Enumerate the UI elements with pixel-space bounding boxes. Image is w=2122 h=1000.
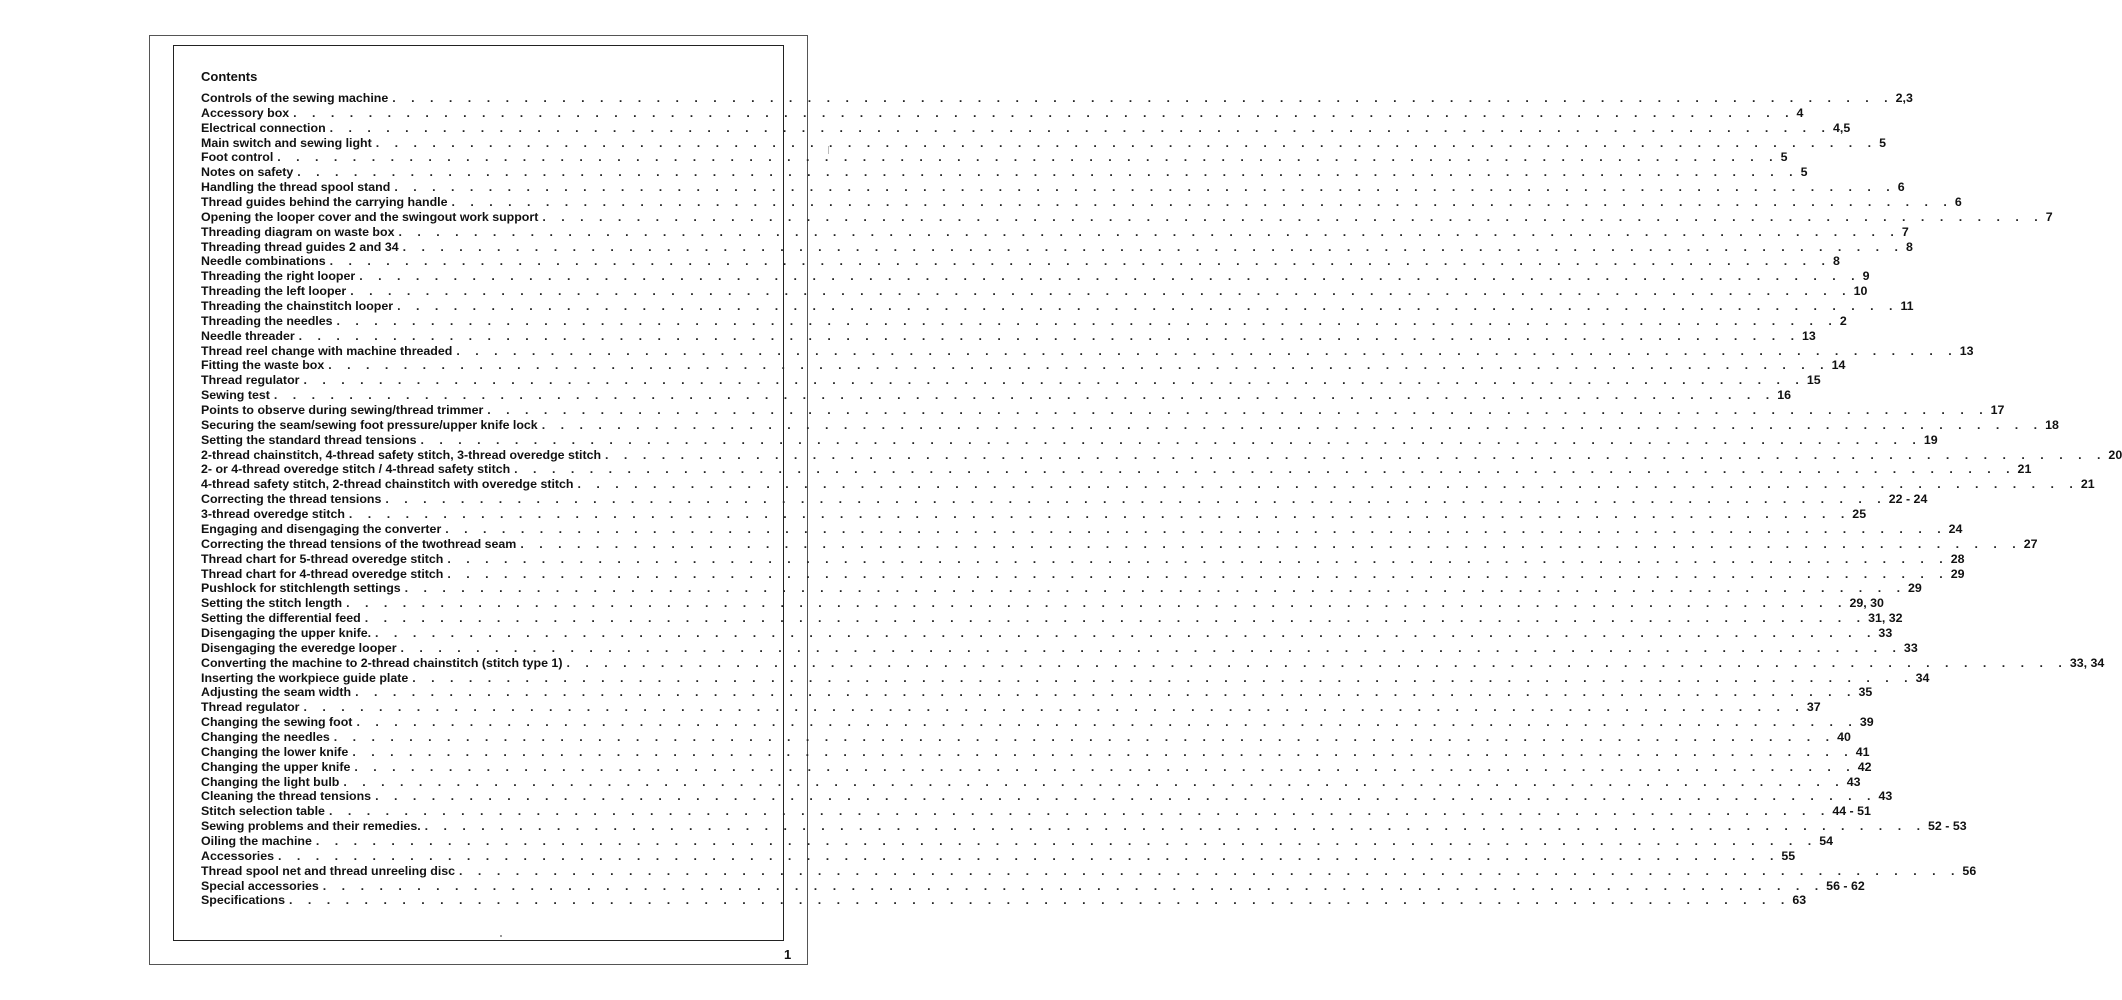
toc-entry-page: 25 [1852,507,1867,522]
dot-leader: . . . . . . . . . . . . . . . . . . . . . . . . . . . . . . . . . . . . . . . . . . . . . . . . . . . . . . . . . . . . . . . . . . . . . . . . . . . . . . . . [375,789,1877,804]
dot-leader: . . . . . . . . . . . . . . . . . . . . . . . . . . . . . . . . . . . . . . . . . . . . . . . . . . . . . . . . . . . . . . . . . . . . . . . . . . . . . . . . [278,848,1780,863]
toc-entry-label: Threading the left looper [201,284,347,299]
dot-leader: . . . . . . . . . . . . . . . . . . . . . . . . . . . . . . . . . . . . . . . . . . . . . . . . . . . . . . . . . . . . . . . . . . . . . . . . . . . . . . . . [293,105,1795,120]
toc-entry [201,492,1928,507]
toc-entry-page: 41 [1855,744,1870,759]
dot-leader: . . . . . . . . . . . . . . . . . . . . . . . . . . . . . . . . . . . . . . . . . . . . . . . . . . . . . . . . . . . . . . . . . . . . . . . . . . . . . . . . [277,150,1779,165]
toc-entry [201,91,1913,106]
toc-entry-label: Points to observe during sewing/thread trimmer [201,403,484,418]
dot-leader: . . . . . . . . . . . . . . . . . . . . . . . . . . . . . . . . . . . . . . . . . . . . . . . . . . . . . . . . . . . . . . . . . . . . . . . . . . . . . . . . [392,91,1894,105]
dot-leader: . . . . . . . . . . . . . . . . . . . . . . . . . . . . . . . . . . . . . . . . . . . . . . . . . . . . . . . . . . . . . . . . . . . . . . . . . . . . . . . . [355,685,1857,700]
toc-entry-page: 15 [1806,373,1821,388]
toc-entry-label: Setting the standard thread tensions [201,432,417,447]
dot-leader: . . . . . . . . . . . . . . . . . . . . . . . . . . . . . . . . . . . . . . . . . . . . . . . . . . . . . . . . . . . . . . . . . . . . . . . . . . . . . . . . [354,759,1856,774]
dot-leader: . . . . . . . . . . . . . . . . . . . . . . . . . . . . . . . . . . . . . . . . . . . . . . . . . . . . . . . . . . . . . . . . . . . . . . . . . . . . . . . . [424,819,1927,834]
toc-entry-page: 44 - 51 [1832,804,1871,819]
toc-entry [201,848,1796,864]
toc-entry [201,521,1963,537]
toc-entry-label: 4-thread safety stitch, 2-thread chainstitch with overedge stitch [201,477,574,492]
toc-entry [201,120,1851,136]
toc-entry [201,536,2038,552]
toc-entry-page: 56 - 62 [1826,878,1865,893]
toc-entry-page: 7 [2045,209,2053,224]
toc-entry-label: Changing the light bulb [201,774,340,789]
toc-entry [201,670,1930,686]
dot-leader: . . . . . . . . . . . . . . . . . . . . . . . . . . . . . . . . . . . . . . . . . . . . . . . . . . . . . . . . . . . . . . . . . . . . . . . . . . . . . . . . [514,462,2016,477]
dot-leader: . . . . . . . . . . . . . . . . . . . . . . . . . . . . . . . . . . . . . . . . . . . . . . . . . . . . . . . . . . . . . . . . . . . . . . . . . . . . . . . . [333,729,1836,744]
dot-leader: . . . . . . . . . . . . . . . . . . . . . . . . . . . . . . . . . . . . . . . . . . . . . . . . . . . . . . . . . . . . . . . . . . . . . . . . . . . . . . . . [328,358,1830,373]
toc-entry-label: Opening the looper cover and the swingout work support [201,209,539,224]
toc-entry-label: 3-thread overedge stitch [201,507,345,522]
dot-leader: . . . . . . . . . . . . . . . . . . . . . . . . . . . . . . . . . . . . . . . . . . . . . . . . . . . . . . . . . . . . . . . . . . . . . . . . . . . . . . . . [328,804,1831,819]
toc-entry-label: Foot control [201,150,274,165]
toc-entry-label: Notes on safety [201,165,294,180]
dot-leader: . . . . . . . . . . . . . . . . . . . . . . . . . . . . . . . . . . . . . . . . . . . . . . . . . . . . . . . . . . . . . . . . . . . . . . . . . . . . . . . . [346,596,1848,611]
dot-leader: . . . . . . . . . . . . . . . . . . . . . . . . . . . . . . . . . . . . . . . . . . . . . . . . . . . . . . . . . . . . . . . . . . . . . . . . . . . . . . . . [456,343,1958,358]
dot-leader: . . . . . . . . . . . . . . . . . . . . . . . . . . . . . . . . . . . . . . . . . . . . . . . . . . . . . . . . . . . . . . . . . . . . . . . . . . . . . . . . [343,774,1845,789]
dot-leader: . . . . . . . . . . . . . . . . . . . . . . . . . . . . . . . . . . . . . . . . . . . . . . . . . . . . . . . . . . . . . . . . . . . . . . . . . . . . . . . . [375,135,1878,150]
toc-entry-page: 16 [1777,388,1792,403]
toc-entry-page: 43 [1846,774,1861,789]
toc-entry-label: Needle combinations [201,254,326,269]
toc-entry [201,403,2005,418]
toc-entry-label: Thread chart for 5-thread overedge stitch [201,551,444,566]
toc-entry [201,313,1847,329]
toc-entry-page: 9 [1862,269,1870,284]
toc-entry-label: Special accessories [201,878,319,893]
toc-entry-label: Thread regulator [201,700,300,715]
toc-entry-label: Thread guides behind the carrying handle [201,195,448,210]
toc-entry-page: 2 [1839,313,1847,328]
toc-entry [201,774,1861,790]
toc-entry-page: 37 [1806,700,1821,715]
toc-entry-label: Accessory box [201,105,290,120]
toc-entry-label: Changing the sewing foot [201,715,353,730]
dot-leader: . . . . . . . . . . . . . . . . . . . . . . . . . . . . . . . . . . . . . . . . . . . . . . . . . . . . . . . . . . . . . . . . . . . . . . . . . . . . . . . . [447,551,1949,566]
toc-entry-page: 6 [1954,195,1962,210]
toc-entry-page: 17 [1990,403,2005,418]
dot-leader: . . . . . . . . . . . . . . . . . . . . . . . . . . . . . . . . . . . . . . . . . . . . . . . . . . . . . . . . . . . . . . . . . . . . . . . . . . . . . . . . [487,403,1989,418]
toc-entry-label: Oiling the machine [201,833,312,848]
toc-entry [201,224,1909,240]
toc-entry [201,432,1938,448]
toc-entry-page: 29 [1950,566,1965,581]
dot-leader: . . . . . . . . . . . . . . . . . . . . . . . . . . . . . . . . . . . . . . . . . . . . . . . . . . . . . . . . . . . . . . . . . . . . . . . . . . . . . . . . [289,893,1791,908]
dot-leader: . . . . . . . . . . . . . . . . . . . . . . . . . . . . . . . . . . . . . . . . . . . . . . . . . . . . . . . . . . . . . . . . . . . . . . . . . . . . . . . . [356,715,1858,730]
toc-entry [201,551,1965,567]
dot-leader: . . . . . . . . . . . . . . . . . . . . . . . . . . . . . . . . . . . . . . . . . . . . . . . . . . . . . . . . . . . . . . . . . . . . . . . . . . . . . . . . [398,224,1900,239]
dot-leader: . . . . . . . . . . . . . . . . . . . . . . . . . . . . . . . . . . . . . . . . . . . . . . . . . . . . . . . . . . . . . . . . . . . . . . . . . . . . . . . . [605,447,2107,462]
center-dot [500,935,502,937]
dot-leader: . . . . . . . . . . . . . . . . . . . . . . . . . . . . . . . . . . . . . . . . . . . . . . . . . . . . . . . . . . . . . . . . . . . . . . . . . . . . . . . . [459,863,1961,878]
dot-leader: . . . . . . . . . . . . . . . . . . . . . . . . . . . . . . . . . . . . . . . . . . . . . . . . . . . . . . . . . . . . . . . . . . . . . . . . . . . . . . . . [404,581,1907,596]
dot-leader: . . . . . . . . . . . . . . . . . . . . . . . . . . . . . . . . . . . . . . . . . . . . . . . . . . . . . . . . . . . . . . . . . . . . . . . . . . . . . . . . [520,536,2022,551]
toc-entry-page: 11 [1900,299,1914,314]
toc-entry [201,611,1903,626]
toc-entry-page: 10 [1853,284,1868,299]
dot-leader: . . . . . . . . . . . . . . . . . . . . . . . . . . . . . . . . . . . . . . . . . . . . . . . . . . . . . . . . . . . . . . . . . . . . . . . . . . . . . . . . [303,700,1805,715]
toc-entry-label: Correcting the thread tensions of the twothread seam [201,536,517,551]
toc-entry [201,105,1804,121]
toc-entry-label: Cleaning the thread tensions [201,789,372,804]
toc-entry [201,284,1868,299]
toc-entry-page: 18 [2045,417,2059,432]
toc-entry-label: 2-thread chainstitch, 4-thread safety stitch, 3-thread overedge stitch [201,447,602,462]
toc-entry-label: Accessories [201,848,275,863]
toc-entry-label: Pushlock for stitchlength settings [201,581,401,596]
toc-entry-label: Handling the thread spool stand [201,180,391,195]
toc-entry [201,269,1870,284]
toc-entry-page: 13 [1959,343,1974,358]
dot-leader: . . . . . . . . . . . . . . . . . . . . . . . . . . . . . . . . . . . . . . . . . . . . . . . . . . . . . . . . . . . . . . . . . . . . . . . . . . . . . . . . [397,299,1899,314]
toc-entry-label: Sewing test [201,388,270,403]
toc-entry-label: Stitch selection table [201,804,325,819]
toc-entry-label: Adjusting the seam width [201,685,352,700]
toc-entry-page: 6 [1897,180,1905,195]
toc-entry-label: Securing the seam/sewing foot pressure/upper knife lock [201,417,538,432]
toc-entry-label: Threading the needles [201,313,333,328]
toc-entry-page: 4 [1796,105,1804,120]
toc-entry-label: Thread spool net and thread unreeling disc [201,863,456,878]
toc-entry-page: 27 [2023,536,2038,551]
toc-entry-page: 14 [1831,358,1846,373]
toc-entry-page: 2,3 [1895,91,1913,105]
toc-entry [201,581,1922,596]
toc-entry-page: 55 [1781,848,1796,863]
contents-title: Contents [201,69,258,84]
dot-leader: . . . . . . . . . . . . . . . . . . . . . . . . . . . . . . . . . . . . . . . . . . . . . . . . . . . . . . . . . . . . . . . . . . . . . . . . . . . . . . . . [577,477,2079,492]
toc-entry [201,596,1884,611]
toc-entry-label: Fitting the waste box [201,358,325,373]
toc-entry-page: 21 [2017,462,2032,477]
toc-entry-page: 63 [1792,893,1807,908]
toc-entry [201,507,1867,522]
toc-entry-label: Thread reel change with machine threaded [201,343,453,358]
toc-entry-label: Changing the upper knife [201,759,351,774]
dot-leader: . . . . . . . . . . . . . . . . . . . . . . . . . . . . . . . . . . . . . . . . . . . . . . . . . . . . . . . . . . . . . . . . . . . . . . . . . . . . . . . . [385,492,1887,507]
toc-entry [201,863,1977,879]
dot-leader: . . . . . . . . . . . . . . . . . . . . . . . . . . . . . . . . . . . . . . . . . . . . . . . . . . . . . . . . . . . . . . . . . . . . . . . . . . . . . . . . [451,195,1953,210]
toc-entry [201,209,2053,225]
toc-entry [201,759,1872,775]
dot-leader: . . . . . . . . . . . . . . . . . . . . . . . . . . . . . . . . . . . . . . . . . . . . . . . . . . . . . . . . . . . . . . . . . . . . . . . . . . . . . . . . [447,566,1949,581]
toc-entry-label: Threading the chainstitch looper [201,299,394,314]
toc-entry-page: 8 [1833,254,1840,269]
toc-entry-page: 31, 32 [1868,611,1903,626]
toc-entry [201,700,1821,715]
dot-leader: . . . . . . . . . . . . . . . . . . . . . . . . . . . . . . . . . . . . . . . . . . . . . . . . . . . . . . . . . . . . . . . . . . . . . . . . . . . . . . . . [364,611,1867,626]
toc-entry [201,477,2095,492]
dot-leader: . . . . . . . . . . . . . . . . . . . . . . . . . . . . . . . . . . . . . . . . . . . . . . . . . . . . . . . . . . . . . . . . . . . . . . . . . . . . . . . . [352,744,1854,759]
toc-entry-page: 22 - 24 [1888,492,1928,507]
toc-entry-page: 20 [2108,447,2122,462]
toc-entry-page: 24 [1948,521,1963,536]
toc-entry [201,819,1967,834]
toc-entry [201,744,1870,760]
toc-entry-page: 54 [1819,833,1834,848]
toc-entry-label: Threading the right looper [201,269,356,284]
toc-entry [201,180,1905,195]
dot-leader: . . . . . . . . . . . . . . . . . . . . . . . . . . . . . . . . . . . . . . . . . . . . . . . . . . . . . . . . . . . . . . . . . . . . . . . . . . . . . . . . [322,878,1825,893]
dot-leader: . . . . . . . . . . . . . . . . . . . . . . . . . . . . . . . . . . . . . . . . . . . . . . . . . . . . . . . . . . . . . . . . . . . . . . . . . . . . . . . . [420,432,1922,447]
toc-entry-label: Thread chart for 4-thread overedge stitch [201,566,444,581]
toc-entry-label: Main switch and sewing light [201,135,372,150]
toc-entry-page: 21 [2080,477,2095,492]
dot-leader: . . . . . . . . . . . . . . . . . . . . . . . . . . . . . . . . . . . . . . . . . . . . . . . . . . . . . . . . . . . . . . . . . . . . . . . . . . . . . . . . [566,655,2068,670]
toc-entry-page: 28 [1950,551,1965,566]
dot-leader: . . . . . . . . . . . . . . . . . . . . . . . . . . . . . . . . . . . . . . . . . . . . . . . . . . . . . . . . . . . . . . . . . . . . . . . . . . . . . . . . [350,284,1852,299]
toc-entry-label: Disengaging the upper knife. [201,625,372,640]
toc-entry-label: Needle threader [201,328,295,343]
toc-entry [201,358,1846,373]
dot-leader: . . . . . . . . . . . . . . . . . . . . . . . . . . . . . . . . . . . . . . . . . . . . . . . . . . . . . . . . . . . . . . . . . . . . . . . . . . . . . . . . [336,313,1838,328]
contents-list [201,91,2122,908]
toc-entry [201,878,1865,894]
toc-entry-label: Specifications [201,893,286,908]
toc-entry [201,254,1840,269]
toc-entry [201,195,1962,210]
toc-entry-label: Setting the differential feed [201,611,361,626]
toc-entry-page: 33 [1903,640,1918,655]
toc-entry-label: Thread regulator [201,373,300,388]
toc-entry-page: 29, 30 [1849,596,1884,611]
toc-entry-page: 5 [1780,150,1788,165]
dot-leader: . . . . . . . . . . . . . . . . . . . . . . . . . . . . . . . . . . . . . . . . . . . . . . . . . . . . . . . . . . . . . . . . . . . . . . . . . . . . . . . . [400,640,1902,655]
toc-entry-page: 29 [1908,581,1922,596]
toc-entry [201,804,1871,819]
toc-entry-label: Changing the needles [201,729,330,744]
dot-leader: . . . . . . . . . . . . . . . . . . . . . . . . . . . . . . . . . . . . . . . . . . . . . . . . . . . . . . . . . . . . . . . . . . . . . . . . . . . . . . . . [402,239,1904,254]
toc-entry-page: 39 [1859,715,1874,730]
toc-entry-label: Sewing problems and their remedies. [201,819,421,834]
toc-entry-label: Threading diagram on waste box [201,224,395,239]
toc-entry-label: Inserting the workpiece guide plate [201,670,409,685]
dot-leader: . . . . . . . . . . . . . . . . . . . . . . . . . . . . . . . . . . . . . . . . . . . . . . . . . . . . . . . . . . . . . . . . . . . . . . . . . . . . . . . . [273,388,1776,403]
toc-entry [201,640,1918,656]
toc-entry-label: Changing the lower knife [201,744,349,759]
toc-entry [201,165,1808,180]
toc-entry-page: 8 [1905,239,1913,254]
toc-entry [201,239,1913,255]
toc-entry-page: 56 [1962,863,1977,878]
toc-entry-page: 42 [1857,759,1872,774]
toc-entry [201,625,1893,641]
toc-entry [201,833,1834,849]
toc-entry [201,135,1887,151]
toc-entry-label: Controls of the sewing machine [201,91,389,105]
toc-entry [201,729,1851,745]
toc-entry [201,715,1874,730]
toc-entry-label: Setting the stitch length [201,596,343,611]
toc-entry [201,685,1873,700]
dot-leader: . . . . . . . . . . . . . . . . . . . . . . . . . . . . . . . . . . . . . . . . . . . . . . . . . . . . . . . . . . . . . . . . . . . . . . . . . . . . . . . . [412,670,1914,685]
toc-entry-page: 43 [1878,789,1893,804]
toc-entry-label: Disengaging the everedge looper [201,640,397,655]
toc-entry [201,373,1821,388]
toc-entry [201,462,2032,477]
dot-leader: . . . . . . . . . . . . . . . . . . . . . . . . . . . . . . . . . . . . . . . . . . . . . . . . . . . . . . . . . . . . . . . . . . . . . . . . . . . . . . . . [394,180,1896,195]
toc-entry [201,328,1816,344]
toc-entry-label: Electrical connection [201,120,326,135]
toc-entry-page: 13 [1802,328,1816,343]
toc-entry-label: Engaging and disengaging the converter [201,521,442,536]
toc-entry [201,789,1893,804]
toc-entry-page: 5 [1879,135,1887,150]
toc-entry-page: 35 [1858,685,1873,700]
dot-leader: . . . . . . . . . . . . . . . . . . . . . . . . . . . . . . . . . . . . . . . . . . . . . . . . . . . . . . . . . . . . . . . . . . . . . . . . . . . . . . . . [315,833,1818,848]
dot-leader: . . . . . . . . . . . . . . . . . . . . . . . . . . . . . . . . . . . . . . . . . . . . . . . . . . . . . . . . . . . . . . . . . . . . . . . . . . . . . . . . [541,417,2044,432]
toc-entry [201,566,1965,582]
toc-entry-page: 40 [1837,729,1851,744]
toc-entry [201,299,1914,314]
dot-leader: . . . . . . . . . . . . . . . . . . . . . . . . . . . . . . . . . . . . . . . . . . . . . . . . . . . . . . . . . . . . . . . . . . . . . . . . . . . . . . . . [359,269,1861,284]
dot-leader: . . . . . . . . . . . . . . . . . . . . . . . . . . . . . . . . . . . . . . . . . . . . . . . . . . . . . . . . . . . . . . . . . . . . . . . . . . . . . . . . [445,521,1947,536]
toc-entry [201,150,1788,165]
toc-entry [201,417,2059,433]
toc-entry-page: 4,5 [1833,120,1851,135]
dot-leader: . . . . . . . . . . . . . . . . . . . . . . . . . . . . . . . . . . . . . . . . . . . . . . . . . . . . . . . . . . . . . . . . . . . . . . . . . . . . . . . . [329,254,1831,269]
toc-entry [201,343,1974,359]
toc-entry-page: 52 - 53 [1928,819,1967,834]
dot-leader: . . . . . . . . . . . . . . . . . . . . . . . . . . . . . . . . . . . . . . . . . . . . . . . . . . . . . . . . . . . . . . . . . . . . . . . . . . . . . . . . [375,625,1877,640]
toc-entry-page: 34 [1915,670,1930,685]
toc-entry-label: Threading thread guides 2 and 34 [201,239,399,254]
page-number: 1 [784,947,792,962]
toc-entry-page: 5 [1800,165,1808,180]
toc-entry-page: 33 [1878,625,1893,640]
dot-leader: . . . . . . . . . . . . . . . . . . . . . . . . . . . . . . . . . . . . . . . . . . . . . . . . . . . . . . . . . . . . . . . . . . . . . . . . . . . . . . . . [542,209,2044,224]
toc-entry-page: 19 [1923,432,1938,447]
dot-leader: . . . . . . . . . . . . . . . . . . . . . . . . . . . . . . . . . . . . . . . . . . . . . . . . . . . . . . . . . . . . . . . . . . . . . . . . . . . . . . . . [329,120,1832,135]
toc-entry [201,447,2122,463]
toc-entry-page: 33, 34 [2069,655,2105,670]
dot-leader: . . . . . . . . . . . . . . . . . . . . . . . . . . . . . . . . . . . . . . . . . . . . . . . . . . . . . . . . . . . . . . . . . . . . . . . . . . . . . . . . [298,328,1801,343]
dot-leader: . . . . . . . . . . . . . . . . . . . . . . . . . . . . . . . . . . . . . . . . . . . . . . . . . . . . . . . . . . . . . . . . . . . . . . . . . . . . . . . . [297,165,1799,180]
toc-entry-label: 2- or 4-thread overedge stitch / 4-thread safety stitch [201,462,511,477]
dot-leader: . . . . . . . . . . . . . . . . . . . . . . . . . . . . . . . . . . . . . . . . . . . . . . . . . . . . . . . . . . . . . . . . . . . . . . . . . . . . . . . . [348,507,1851,522]
toc-entry [201,388,1792,403]
toc-entry-label: Converting the machine to 2-thread chainstitch (stitch type 1) [201,655,563,670]
toc-entry [201,655,2105,671]
dot-leader: . . . . . . . . . . . . . . . . . . . . . . . . . . . . . . . . . . . . . . . . . . . . . . . . . . . . . . . . . . . . . . . . . . . . . . . . . . . . . . . . [303,373,1805,388]
toc-entry-label: Correcting the thread tensions [201,492,382,507]
toc-entry [201,893,1807,908]
toc-entry-page: 7 [1901,224,1909,239]
